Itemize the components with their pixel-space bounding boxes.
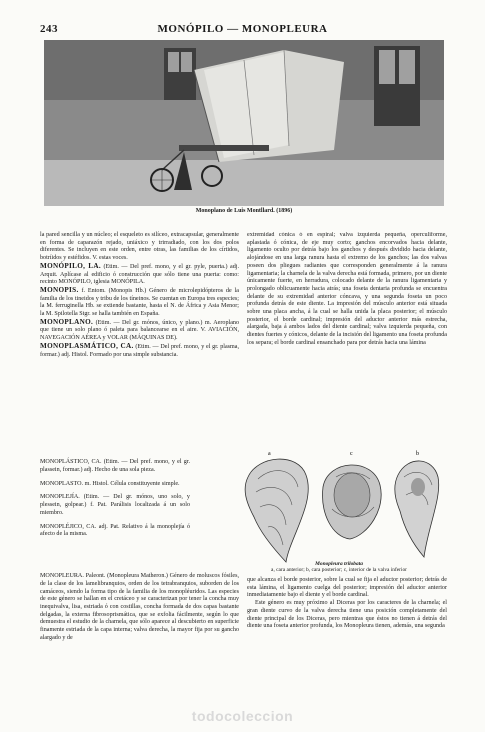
entry-monopis: MONOPIS. f. Entom. (Monopis Hb.) Género de microlepidópteros de la familia de los tineidos y tribu de los tíneinos. Se cuentan en Europa tres especies; la M. ferruginella Hb. se extiende bastante, hasta el N. de África y Asia Menor; la M. Spilotella Stgr. se halla también en España. — [40, 285, 239, 318]
fossil-figure — [228, 447, 448, 567]
entry-monoplejico: MONOPLÉJICO, CA. adj. Pat. Relativo á la monoplejía ó afecto de la misma. — [40, 523, 190, 538]
left-narrow-column — [40, 453, 190, 545]
paragraph: que alcanza el borde posterior, sobre la cual se fija el aductor posterior; detrás de esta lámina, el ligamento cuelga del posterior; impresión del aductor anterior inmediatamente bajo el diente y el borde cardinal. — [247, 577, 447, 599]
entry-monoplejia: MONOPLEJÍA. (Etim. — Del gr. mónos, uno solo, y plessein, golpear.) f. Pat. Parálisis localizada á un solo miembro. — [40, 494, 190, 516]
figure-label-a: a — [268, 451, 271, 457]
headword: MONOPLANO. — [40, 317, 94, 326]
aeroplane-photo — [44, 40, 444, 206]
photo-caption: Monoplano de Luis Montllard. (1896) — [195, 208, 293, 214]
watermark: todocoleccion — [191, 708, 294, 724]
headword: MONOPLÁSTICO, CA. — [40, 459, 102, 466]
headword: MONOPLASTO. — [40, 480, 84, 487]
entry-monoplasto: MONOPLASTO. m. Histol. Célula constituyente simple. — [40, 480, 180, 487]
left-column — [40, 232, 239, 359]
entry-monoplastico: MONOPLÁSTICO, CA. (Etim. — Del pref. mono, y el gr. plassein, formar.) adj. Hecho de una sola pieza. — [40, 459, 191, 473]
entry-monoplasmatico: MONOPLASMÁTICO, CA. (Etim. — Del pref. mono, y el gr. plasma, formar.) adj. Histol. Formado por una simple substancia. — [40, 341, 239, 358]
headword: MONOPLEJÍA. — [40, 494, 80, 501]
figure-species: Monopleura trilobata — [315, 561, 363, 567]
monopleura-illustration — [228, 447, 448, 567]
entry-monoplano: MONOPLANO. (Etim. — Del gr. mónos, único, y plano.) m. Aeroplano que tiene un solo plano ó paleta para balancearse en el aire. V. AVIACIÓN, NAVEGACIÓN AÉREA y VOLAR (MÁQUINAS DE). — [40, 317, 240, 342]
entry-monopleura: MONOPLEURA. Paleont. (Monopleura Matheron.) Género de moluscos fósiles, de la clase de los lamelibranquios, orden de los tetrabranquios, suborden de los camáceos, siendo la forma tipo de la familia de los monopléuridos. Las especies de este género se hallan en el cretáceo y se caracterizan por tener la concha muy inequivalva, lisa, estriada ó con costillas, concha formada de dos capas bastante delgadas, la externa fibrosoprismática, que se exfolia fácilmente, según lo que demuestra el estudio de la charnela, que sólo aparece al descubierto en superficie finamente estriada de la capa interna; valva derecha, la mayor fija por su gancho alargado y de — [40, 573, 240, 641]
running-title: MONÓPILO — MONOPLEURA — [157, 23, 328, 35]
aeroplane-photo-illustration — [44, 40, 444, 206]
entry-monopilo: MONÓPILO, LA. (Etim. — Del pref. mono, y el gr. pyle, puerta.) adj. Arquit. Aplícase al edificio ó construcción que sólo tiene una puerta: como: recinto MONÓPILO, iglesia MONÓPILA. — [40, 261, 239, 286]
headword: MONOPLÉJICO, CA. — [40, 523, 97, 530]
figure-label-b: b — [416, 451, 419, 457]
paragraph: extremidad cónica ó en espiral; valva izquierda pequeña, operculiforme, aplastada ó cónica, de eje muy corto; ganchos encorvados hacia delante, ligamento oculto por detrás bajo los ganchos y después dividido hacia delante, alojándose en una larga ranura hasta el extremo de los ganchos; las dos valvas poseen dos pliegues radiantes que corresponden generalmente á la ranura ligamentaria; la charnela de la valva derecha está formada, primero, por un diente únicamente fuerte, en herradura, colocado delante de la ranura ligamentaria y prolongado oblicuamente hacia atrás; una foseta dentaria profunda se encuentra delante de su extremidad anterior cóncava, y una segunda foseta un poco profunda detrás de este diente. La impresión del músculo anterior está situada sobre una placa ancha, á la cual se halla unida la placa posterior; el músculo posterior, el borde cardinal; impresión del aductor anterior más estrecha, alargada, baja á ambos lados del diente cardinal; valva izquierda pequeña, con dientes fuertes y cónicos, delante de la incisión del ligamento una foseta profunda los separa; el borde cardinal ensanchado para por detrás hacia una lámina — [247, 232, 447, 346]
headword: MONOPLEURA. — [40, 573, 84, 580]
left-bottom-column — [40, 567, 239, 649]
figure-caption-text: a, cara anterior; b, cara posterior; c, interior de la valva inferior — [271, 567, 407, 574]
figure-label-c: c — [350, 451, 353, 457]
paragraph: la pared sencilla y un núcleo; el esqueleto es silíceo, extracapsular, generalmente en forma de caparazón rejado, uniáxico y trirradiado, con los dos polos diferentes. Se incluyen en este orden, entre otras, las familias de los círtidos, botríidos y estéfidos. V. estas voces. — [40, 232, 239, 262]
headword: MONÓPILO, LA. — [40, 261, 101, 270]
paragraph: Este género es muy próximo al Diceras por los caracteres de la charnela; el gran diente curvo de la valva derecha tiene una posición completamente del diente principal de los Diceras, pero mientras que éstos no tienen á detrás del diente una foseta anterior profunda, los Monopleura tienen, además, una segunda — [247, 600, 447, 630]
page-header — [40, 23, 445, 37]
right-column-bottom — [247, 577, 447, 631]
figure-caption — [230, 561, 448, 574]
headword: MONOPLASMÁTICO, CA. — [40, 341, 134, 350]
right-column-top — [247, 232, 447, 446]
page-number: 243 — [40, 23, 58, 35]
headword: MONOPIS. — [40, 285, 79, 294]
